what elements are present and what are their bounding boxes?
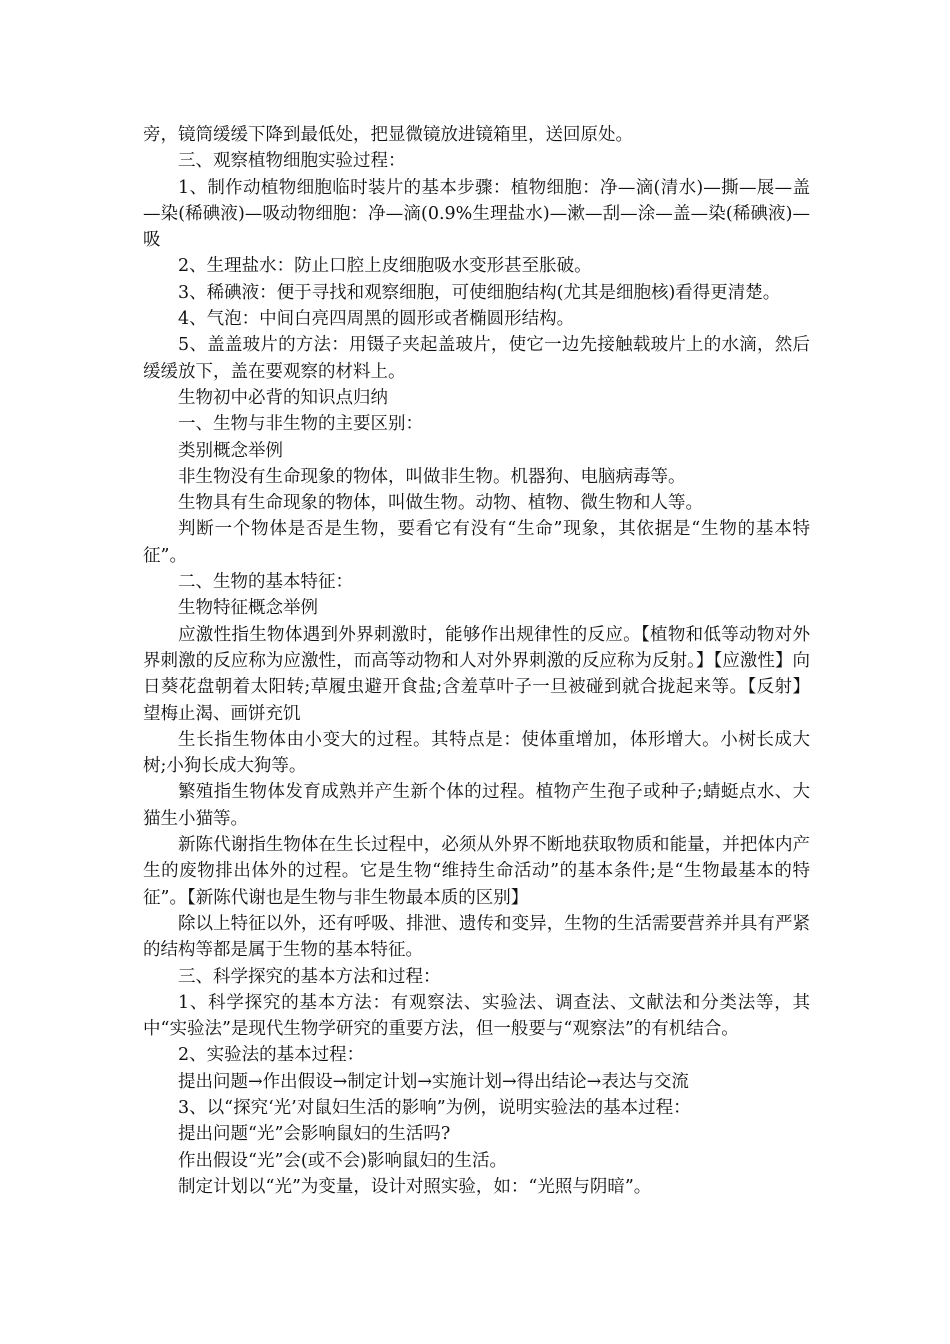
heading-plant-cell-experiment: 三、观察植物细胞实验过程： [178, 151, 406, 172]
paragraph-other-features: 除以上特征以外，还有呼吸、排泄、遗传和变异，生物的生活需要营养并具有严紧的结构等都是属于生物的基本特征。 [143, 913, 810, 961]
heading-living-nonliving: 一、生物与非生物的主要区别： [178, 414, 423, 435]
heading-scientific-inquiry: 三、科学探究的基本方法和过程： [178, 966, 441, 987]
paragraph-iodine: 3、稀碘液：便于寻找和观察细胞，可使细胞结构(尤其是细胞核)看得更清楚。 [178, 282, 781, 303]
paragraph-coverslip: 5、盖盖玻片的方法：用镊子夹起盖玻片，使它一边先接触载玻片上的水滴，然后缓缓放下，盖在要观察的材料上。 [143, 335, 810, 382]
paragraph-slide-steps: 1、制作动植物细胞临时装片的基本步骤：植物细胞：净—滴(清水)—撕—展—盖—染(稀碘液)—吸动物细胞：净—滴(0.9%生理盐水)—漱—刮—涂—盖—染(稀碘液)—吸 [143, 177, 810, 251]
paragraph-judgement: 判断一个物体是否是生物，要看它有没有“生命”现象，其依据是“生物的基本特征”。 [143, 519, 810, 566]
paragraph-plan: 制定计划以“光”为变量，设计对照实验，如：“光照与阴暗”。 [178, 1176, 652, 1197]
paragraph-metabolism: 新陈代谢指生物体在生长过程中，必须从外界不断地获取物质和能量，并把体内产生的废物排出体外的过程。它是生物“维持生命活动”的基本条件;是“生物最基本的特征”。【新陈代谢也是生物与非生物最本质的区别】 [143, 835, 810, 908]
paragraph-irritability: 应激性指生物体遇到外界刺激时，能够作出规律性的反应。【植物和低等动物对外界刺激的反应称为应激性，而高等动物和人对外界刺激的反应称为反射。】【应激性】向日葵花盘朝着太阳转;草履虫避开食盐;含羞草叶子一旦被碰到就合拢起来等。【反射】望梅止渴、画饼充饥 [143, 624, 810, 724]
paragraph-inquiry-methods: 1、科学探究的基本方法：有观察法、实验法、调查法、文献法和分类法等，其中“实验法”是现代生物学研究的重要方法，但一般要与“观察法”的有机结合。 [143, 992, 810, 1040]
paragraph-microscope-storage: 旁，镜筒缓缓下降到最低处，把显微镜放进镜箱里，送回原处。 [143, 125, 633, 145]
table-header-category: 类别概念举例 [178, 440, 283, 461]
paragraph-ask-question: 提出问题“光”会影响鼠妇的生活吗? [178, 1124, 451, 1145]
paragraph-reproduction: 繁殖指生物体发育成熟并产生新个体的过程。植物产生孢子或种子;蜻蜓点水、大猫生小猫等。 [143, 782, 810, 829]
heading-basic-features: 二、生物的基本特征： [178, 572, 353, 593]
document-body [143, 122, 810, 1200]
paragraph-process-steps: 提出问题→作出假设→制定计划→实施计划→得出结论→表达与交流 [178, 1071, 689, 1092]
paragraph-nonliving: 非生物没有生命现象的物体，叫做非生物。机器狗、电脑病毒等。 [178, 466, 686, 487]
paragraph-woodlouse-example: 3、以“探究‘光’对鼠妇生活的影响”为例，说明实验法的基本过程： [178, 1097, 691, 1118]
paragraph-saline: 2、生理盐水：防止口腔上皮细胞吸水变形甚至胀破。 [178, 256, 592, 277]
paragraph-living: 生物具有生命现象的物体，叫做生物。动物、植物、微生物和人等。 [178, 493, 703, 514]
paragraph-hypothesis: 作出假设“光”会(或不会)影响鼠妇的生活。 [178, 1150, 508, 1171]
paragraph-growth: 生长指生物体由小变大的过程。其特点是：使体重增加，体形增大。小树长成大树;小狗长成大狗等。 [143, 729, 810, 777]
paragraph-bubble: 4、气泡：中间白亮四周黑的圆形或者椭圆形结构。 [178, 309, 575, 330]
heading-knowledge-summary: 生物初中必背的知识点归纳 [178, 387, 388, 408]
table-header-features: 生物特征概念举例 [178, 598, 318, 619]
paragraph-experiment-process: 2、实验法的基本过程： [178, 1045, 365, 1066]
